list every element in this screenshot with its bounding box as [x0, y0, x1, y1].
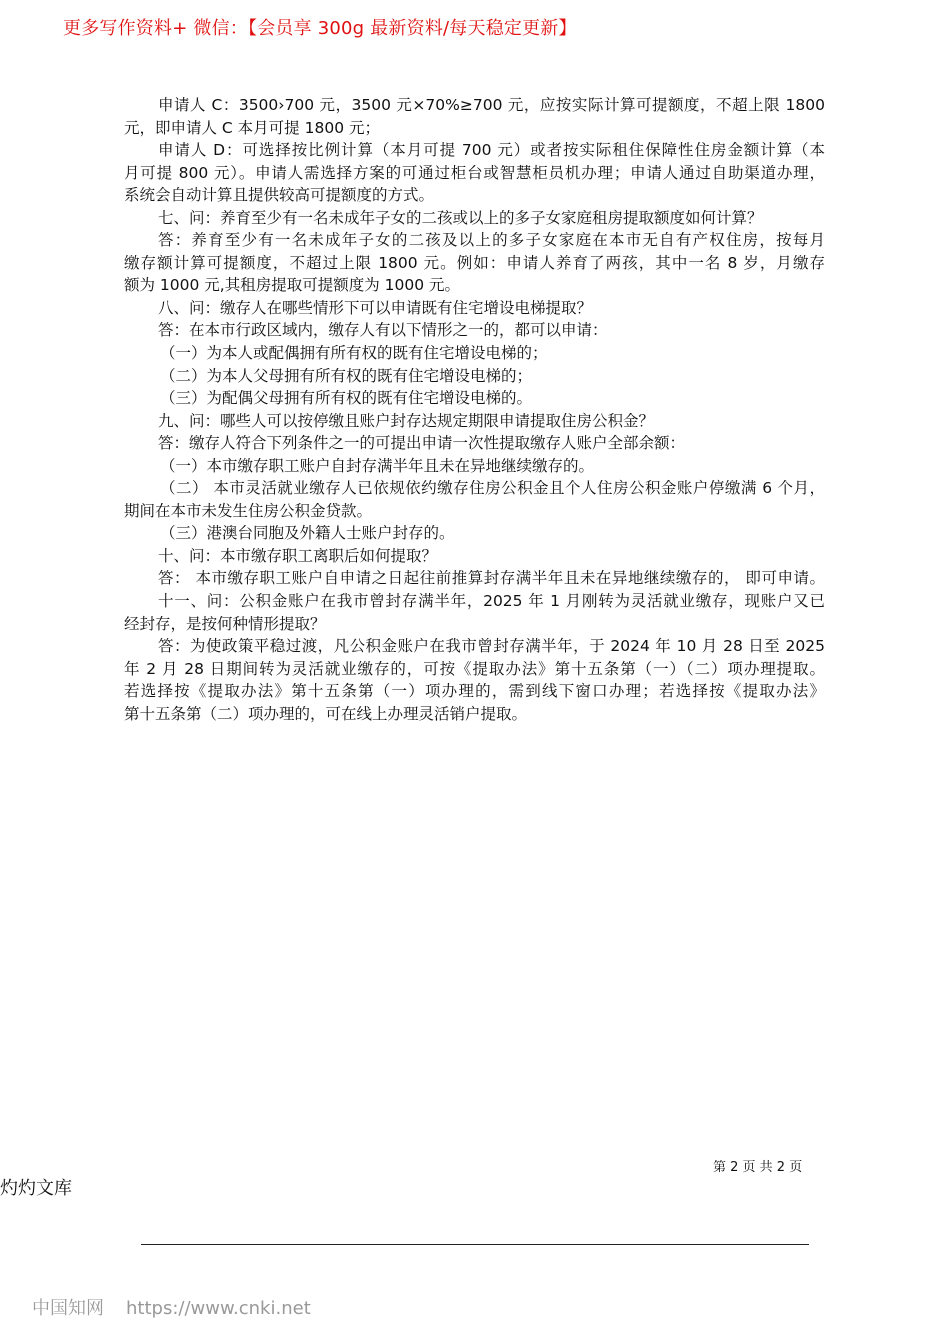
list-item: （一）本市缴存职工账户自封存满半年且未在异地继续缴存的。 — [160, 456, 595, 475]
text-line: 答：缴存人符合下列条件之一的可提出申请一次性提取缴存人账户全部余额： — [158, 434, 686, 453]
text-line: 额为 1000 元,其租房提取可提额度为 1000 元。 — [124, 276, 461, 295]
text-line: 经封存，是按何种情形提取？ — [124, 614, 326, 633]
text-line: 答：养育至少有一名未成年子女的二孩及以上的多子女家庭在本市无自有产权住房，按每月 — [158, 231, 825, 250]
question-heading: 十、问：本市缴存职工离职后如何提取？ — [158, 546, 438, 565]
cnki-watermark — [32, 1294, 333, 1320]
text-line: 元，即申请人 C 本月可提 1800 元； — [124, 118, 380, 137]
text-line: 第十五条第（二）项办理的，可在线上办理灵活销户提取。 — [124, 704, 528, 723]
list-item: （二）为本人父母拥有所有权的既有住宅增设电梯的； — [160, 366, 533, 385]
promo-banner: 更多写作资料+ 微信：【会员享 300g 最新资料/每天稳定更新】 — [63, 18, 577, 39]
cnki-url: https://www.cnki.net — [126, 1298, 311, 1319]
list-item: （三）港澳台同胞及外籍人士账户封存的。 — [160, 524, 455, 543]
library-name: 灼灼文库 — [0, 1178, 72, 1199]
text-line: 申请人 C：3500›700 元，3500 元×70%≥700 元，应按实际计算可提额度，不超上限 1800 — [158, 96, 825, 114]
text-line: 申请人 D：可选择按比例计算（本月可提 700 元）或者按实际租住保障性住房金额计算（本 — [158, 141, 825, 160]
text-line: 答：在本市行政区域内，缴存人有以下情形之一的，都可以申请： — [158, 321, 608, 340]
footer-divider — [141, 1244, 809, 1245]
text-line: 期间在本市未发生住房公积金贷款。 — [124, 501, 373, 520]
list-item: （三）为配偶父母拥有所有权的既有住宅增设电梯的。 — [160, 389, 533, 408]
list-item: （二） 本市灵活就业缴存人已依规依约缴存住房公积金且个人住房公积金账户停缴满 6 个月， — [160, 479, 825, 498]
text-line: 月可提 800 元）。申请人需选择方案的可通过柜台或智慧柜员机办理；申请人通过自助渠道办理， — [124, 163, 825, 182]
page-number: 第 2 页 共 2 页 — [713, 1160, 803, 1175]
question-heading: 九、问：哪些人可以按停缴且账户封存达规定期限申请提取住房公积金？ — [158, 411, 655, 430]
text-line: 若选择按《提取办法》第十五条第（一）项办理的，需到线下窗口办理；若选择按《提取办法》 — [124, 682, 825, 701]
text-line: 年 2 月 28 日期间转为灵活就业缴存的，可按《提取办法》第十五条第（一）（二）项办理提取。 — [124, 659, 825, 678]
document-body — [124, 94, 825, 725]
question-heading: 八、问：缴存人在哪些情形下可以申请既有住宅增设电梯提取？ — [158, 298, 593, 317]
text-line: 缴存额计算可提额度，不超过上限 1800 元。例如：申请人养育了两孩，其中一名 8 岁，月缴存 — [124, 253, 825, 272]
text-line: 答： 本市缴存职工账户自申请之日起往前推算封存满半年且未在异地继续缴存的， 即可申请。 — [158, 569, 825, 588]
cnki-name: 中国知网 — [32, 1298, 104, 1319]
list-item: （一）为本人或配偶拥有所有权的既有住宅增设电梯的； — [160, 344, 548, 363]
question-heading: 十一、问：公积金账户在我市曾封存满半年，2025 年 1 月刚转为灵活就业缴存，现账户又已 — [158, 592, 825, 611]
text-line: 答：为使政策平稳过渡，凡公积金账户在我市曾封存满半年，于 2024 年 10 月 28 日至 2025 — [158, 637, 825, 656]
text-line: 系统会自动计算且提供较高可提额度的方式。 — [124, 186, 435, 205]
question-heading: 七、问：养育至少有一名未成年子女的二孩或以上的多子女家庭租房提取额度如何计算？ — [158, 208, 763, 227]
